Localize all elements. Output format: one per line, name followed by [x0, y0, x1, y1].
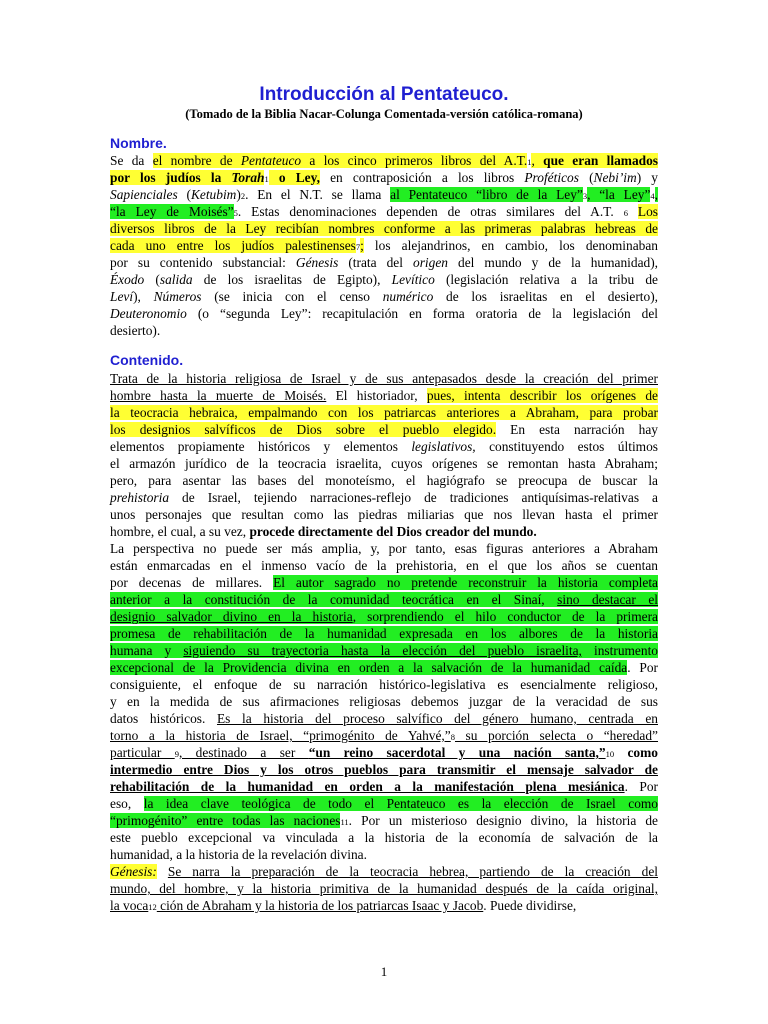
text-run: que eran llamados: [543, 153, 658, 168]
text-run: Génesis:: [110, 864, 157, 879]
text-run: de Israel, tejiendo narraciones-reflejo de tradiciones antiquísimas-relativas a: [169, 490, 658, 505]
text-run: designio salvador divino en la historia: [110, 609, 353, 624]
text-line: [110, 557, 658, 574]
text-run: (: [177, 187, 191, 202]
text-run: están enmarcadas en el inmenso vacío de la prehistoria, en el que los años se cuentan: [110, 558, 658, 573]
text-run: “un reino sacerdotal y una nación santa,”: [308, 745, 606, 760]
text-run: el armazón jurídico de la teocracia israelita, cuyos orígenes se remontan hasta Abraham;: [110, 456, 658, 471]
text-run: (trata del: [338, 255, 414, 270]
text-line: [110, 829, 658, 846]
text-line: [110, 846, 658, 863]
text-run: En esta narración hay: [496, 422, 658, 437]
text-run: desierto).: [110, 323, 161, 338]
text-run: mundo, del hombre, y la historia primitiva de la humanidad después de la caída original,: [110, 881, 658, 896]
text-run: Pentateuco: [240, 153, 302, 168]
text-line: [110, 254, 658, 271]
text-run: , “la Ley”: [587, 187, 651, 202]
text-line: [110, 727, 658, 744]
text-run: hombre hasta la muerte de Moisés.: [110, 388, 327, 403]
text-run: (o “segunda Ley”: recapitulación en forma oratoria de la legislación del: [186, 306, 658, 321]
text-run: en contraposición a los libros: [319, 170, 525, 185]
footnote-marker: 3: [582, 191, 588, 201]
text-run: , destinado a ser: [178, 745, 309, 760]
text-run: el nombre de: [152, 153, 241, 168]
text-run: al Pentateuco “libro de la Ley”: [390, 187, 583, 202]
text-run: ),: [133, 289, 154, 304]
text-run: salida: [159, 272, 193, 287]
footnote-marker: 8: [450, 732, 455, 742]
text-run: torno a la historia de Israel, “primogénito de Yahvé,”: [110, 728, 451, 743]
section-heading-contenido: Contenido.: [110, 352, 184, 368]
text-run: ,: [531, 153, 544, 168]
text-run: La perspectiva no puede ser más amplia, y, por tanto, esas figuras anteriores a Abraham: [110, 541, 658, 556]
text-run: diversos libros de la Ley recibían nombres conforme a las primeras palabras hebreas de: [110, 221, 658, 236]
text-run: o Ley,: [268, 170, 320, 185]
text-run: y en la medida de sus afirmaciones religiosas debemos juzgar de la veracidad de sus: [110, 694, 658, 709]
text-line: [110, 370, 658, 387]
text-line: [110, 152, 658, 169]
text-run: su porción selecta o “heredad”: [454, 728, 659, 743]
text-run: ): [236, 187, 241, 202]
text-run: Levítico: [391, 272, 435, 287]
text-run: la idea clave teológica de todo el Pentateuco es la elección de Israel como: [143, 796, 659, 811]
text-line: [110, 863, 658, 880]
text-line: [110, 523, 658, 540]
text-run: . En el N.T. se llama: [245, 187, 391, 202]
text-run: instrumento: [581, 643, 658, 658]
text-run: , sorprendiendo el hilo conductor de la primera: [352, 609, 658, 624]
text-run: [628, 204, 638, 219]
text-run: datos históricos.: [110, 711, 217, 726]
text-run: numérico: [382, 289, 434, 304]
text-run: pero, para asentar las bases del monoteísmo, el hagiógrafo se preocupa de buscar la: [110, 473, 658, 488]
text-line: [110, 761, 658, 778]
footnote-marker: 1: [264, 174, 269, 184]
text-run: cada uno entre los judíos palestinenses: [110, 238, 356, 253]
text-run: El historiador,: [326, 388, 427, 403]
text-run: de los israelitas de Egipto),: [192, 272, 392, 287]
footnote-marker: 7: [355, 242, 361, 252]
text-line: [110, 880, 658, 897]
section-body-nombre: [110, 152, 658, 339]
document-subtitle: (Tomado de la Biblia Nacar-Colunga Comentada-versión católica-romana): [185, 107, 583, 121]
text-run: anterior a la constitución de la comunidad teocrática en el Sinaí,: [110, 592, 558, 607]
text-run: intermedio entre Dios y los otros pueblos para transmitir el mensaje salvador de: [110, 762, 658, 777]
text-line: [110, 506, 658, 523]
text-run: . Por: [624, 779, 658, 794]
text-run: Se da: [110, 153, 153, 168]
footnote-marker: 11: [340, 817, 349, 827]
text-line: [110, 676, 658, 693]
text-run: a los cinco primeros libros del A.T.: [301, 153, 528, 168]
text-run: por decenas de millares.: [110, 575, 274, 590]
text-run: la teocracia hebraica, empalmando con los patriarcas anteriores a Abraham, para probar: [110, 405, 658, 420]
document-title: Introducción al Pentateuco.: [259, 84, 509, 105]
text-run: constituyendo estos últimos: [475, 439, 658, 454]
text-run: (legislación relativa a la tribu de: [434, 272, 658, 287]
text-line: [110, 795, 658, 812]
text-line: [110, 812, 658, 829]
text-line: [110, 421, 658, 438]
text-run: Éxodo: [110, 272, 145, 287]
text-line: [110, 710, 658, 727]
text-run: rehabilitación de la humanidad en orden a la manifestación plena mesiánica: [110, 779, 625, 794]
text-line: [110, 404, 658, 421]
text-run: pues, intenta describir los orígenes de: [426, 388, 659, 403]
text-run: humanidad, a la historia de la revelación divina.: [110, 847, 367, 862]
footnote-marker: 2: [240, 191, 246, 201]
text-run: El autor sagrado no pretende reconstruir la historia completa: [273, 575, 658, 590]
text-line: [110, 186, 658, 203]
text-run: Sapienciales: [110, 187, 178, 202]
text-run: como: [614, 745, 658, 760]
text-line: [110, 744, 658, 761]
footnote-marker: 10: [605, 749, 615, 759]
text-run: ) y: [636, 170, 658, 185]
text-run: Génesis: [295, 255, 339, 270]
text-run: Torah: [231, 170, 265, 185]
text-run: siguiendo su trayectoria hasta la elección del pueblo israelita,: [183, 643, 582, 658]
text-line: [110, 203, 658, 220]
text-line: [110, 540, 658, 557]
text-line: [110, 438, 658, 455]
text-run: excepcional de la Providencia divina en orden a la salvación de la humanidad caída: [110, 660, 628, 675]
section-body-contenido: [110, 370, 658, 914]
text-run: la voca: [110, 898, 149, 913]
text-run: origen: [413, 255, 448, 270]
text-run: [157, 864, 168, 879]
text-run: . Por: [627, 660, 658, 675]
text-run: Los: [637, 204, 658, 219]
text-line: [110, 608, 658, 625]
text-run: prehistoria: [110, 490, 170, 505]
text-line: [110, 897, 658, 914]
text-line: [110, 625, 658, 642]
text-run: legislativos,: [411, 439, 476, 454]
text-run: del mundo y de la humanidad),: [447, 255, 659, 270]
text-line: [110, 591, 658, 608]
text-run: consiguiente, el enfoque de su narración histórico-legislativa es esencialmente religioso,: [110, 677, 658, 692]
text-line: [110, 271, 658, 288]
text-run: procede directamente del Dios creador del mundo.: [249, 524, 537, 539]
text-run: unos personajes que resultan como las piedras miliarias que nos llevan hasta el primer: [110, 507, 658, 522]
footnote-marker: 5: [233, 208, 238, 218]
text-run: los alejandrinos, en cambio, los denominaban: [363, 238, 658, 253]
footnote-marker: 1: [527, 157, 532, 167]
text-line: [110, 574, 658, 591]
text-run: elementos propiamente históricos y elementos: [110, 439, 412, 454]
text-line: [110, 322, 658, 339]
text-line: [110, 220, 658, 237]
text-line: [110, 169, 658, 186]
text-run: ;: [360, 238, 364, 253]
text-run: por los judíos la: [110, 170, 232, 185]
text-run: (: [578, 170, 594, 185]
text-run: “primogénito” entre todas las naciones: [110, 813, 341, 828]
text-run: Leví: [110, 289, 134, 304]
text-line: [110, 455, 658, 472]
text-run: humana y: [110, 643, 184, 658]
text-line: [110, 489, 658, 506]
text-run: promesa de rehabilitación de la humanidad expresada en los albores de la historia: [110, 626, 658, 641]
text-line: [110, 778, 658, 795]
footnote-marker: 9: [174, 749, 179, 759]
text-line: [110, 305, 658, 322]
text-line: [110, 659, 658, 676]
text-line: [110, 693, 658, 710]
text-line: [110, 387, 658, 404]
text-run: los designios salvíficos de Dios sobre el pueblo elegido.: [110, 422, 497, 437]
section-heading-nombre: Nombre.: [110, 135, 167, 151]
text-run: . Estas denominaciones dependen de otras similares del A.T.: [237, 204, 624, 219]
text-run: por su contenido substancial:: [110, 255, 296, 270]
text-run: de los israelitas en el desierto),: [433, 289, 659, 304]
text-line: [110, 642, 658, 659]
footnote-marker: 4: [650, 191, 655, 201]
text-run: hombre, el cual, a su vez,: [110, 524, 250, 539]
text-run: . Puede dividirse,: [483, 898, 577, 913]
text-run: (: [144, 272, 160, 287]
text-run: Deuteronomio: [110, 306, 187, 321]
text-run: Ketubim: [190, 187, 237, 202]
footnote-marker: 6: [623, 208, 628, 218]
footnote-marker: 12: [148, 902, 157, 912]
text-run: “la Ley de Moisés”: [110, 204, 234, 219]
text-run: ción de Abraham y la historia de los patriarcas Isaac y Jacob: [156, 898, 484, 913]
text-run: Se narra la preparación de la teocracia hebrea, partiendo de la creación del: [167, 864, 658, 879]
text-run: (se inicia con el censo: [201, 289, 383, 304]
text-run: Nebi’im: [593, 170, 637, 185]
text-line: [110, 288, 658, 305]
text-run: sino destacar el: [557, 592, 658, 607]
text-run: Es la historia del proceso salvífico del género humano, centrada en: [216, 711, 658, 726]
page-number: 1: [380, 964, 388, 979]
text-run: ,: [654, 187, 659, 202]
text-run: Números: [153, 289, 202, 304]
text-run: particular: [110, 745, 175, 760]
text-run: Trata de la historia religiosa de Israel y de sus antepasados desde la creación del primer: [110, 371, 658, 386]
text-run: eso,: [110, 796, 144, 811]
text-run: Proféticos: [524, 170, 579, 185]
text-line: [110, 472, 658, 489]
text-run: . Por un misterioso designio divino, la historia de: [348, 813, 658, 828]
text-run: este pueblo excepcional va vinculada a la historia de la economía de salvación de la: [110, 830, 658, 845]
text-line: [110, 237, 658, 254]
